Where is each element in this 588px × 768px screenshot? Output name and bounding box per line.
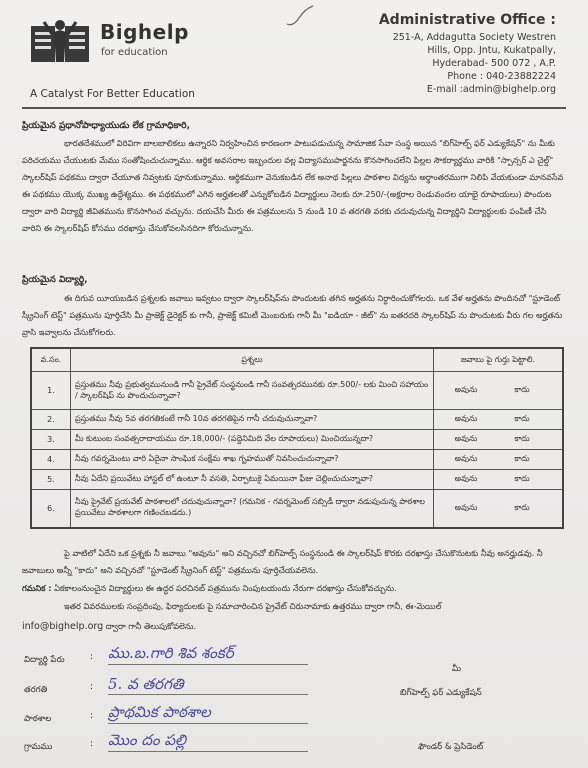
office-phone: Phone : 040-23882224: [447, 71, 556, 82]
colon: :: [90, 739, 94, 749]
answer-yes[interactable]: అవును: [454, 414, 478, 423]
col-header-number: వ.సం.: [31, 348, 71, 372]
answer-yes[interactable]: అవును: [454, 474, 478, 483]
answer-no[interactable]: కాదు: [514, 454, 530, 463]
question-number: 6.: [31, 490, 71, 528]
eligibility-paragraph: ఈ దిగువ యీయబడిన ప్రశ్నలకు జవాబు ఇవ్వటం ద్వారా స్కాలర్‌షిప్‌ను పొందుటకు తగిన అర్హతను నిర్ధారించుకోగలరు. ఒక వేళ అర్హతను పొందినచో "స్టూడెంట్ స్క్రీనింగ్ టెస్ట్" పత్రమును పూర్తిచేసి మీ ప్రాజెక్ట్ డైరెక్టర్ కు గానీ, ప్రాజెక్ట్ కమిటీ మెంబరుకు గానీ మీ "ఐడియా - జీట్" ను ఐతరదరి స్కాలర్‌షిప్ ను పొందుటకు వీరు గల అర్హతను వ్రాసి ఇవ్వాలను చేసుకోగలరు.: [22, 293, 563, 337]
student-name-label: విద్యార్థి పేరు: [24, 655, 65, 665]
answer-options: [434, 430, 564, 450]
email-line: [22, 618, 567, 635]
answer-options: [434, 490, 564, 528]
school-line: [108, 723, 308, 724]
school-label: పాఠశాల: [24, 714, 52, 724]
question-text: నీవు ఏదేని ప్రయివేటు హాస్టల్ లో ఉంటూ నీ వసతి, ఏర్పాటుకై ఏమయినా ఫీజు చెల్లించుచున్నావా?: [71, 470, 434, 490]
closing-founder-title: ఫౌండర్ & ప్రెసిడెంట్: [418, 742, 484, 752]
question-text: ప్రస్తుతము నీవు 5వ తరగతికంటే గానీ 10వ తరగతిపైన గానీ చదువుచున్నావా?: [71, 410, 434, 430]
instruction-paragraph: పై వాటిలో ఏదేని ఒక ప్రశ్నకు నీ జవాబు "అవును" అని వచ్చినచో బిగ్‌హెల్ప్ సంస్థనుండి ఈ స్కాలర్‌షిప్ కొరకు దరఖాస్తు చేసుకొనుటకు నీవు అనర్హుడవు. నీ జవాబులు అన్నీ "కాదు" అని వచ్చినచో "స్టూడెంట్ స్క్రీనింగ్ టెస్ట్" పత్రమును పూర్తిచేయవలెను.: [22, 548, 543, 575]
question-number: 1.: [31, 372, 71, 410]
contact-paragraph: ఇతర వివరములకు సంప్రదింపు, ఫిర్యాదులకు పై సమాచారించిన ప్రైవేట్ చిరునామాకు ఉత్తరము ద్వారా గానీ, ఈ-మెయిల్: [64, 601, 442, 611]
student-name-handwritten[interactable]: ము.బ.గారి శివ శంకర్: [108, 644, 234, 662]
colon: :: [90, 682, 94, 692]
question-number: 5.: [31, 470, 71, 490]
office-title: Administrative Office :: [378, 12, 556, 28]
intro-paragraph: భారతదేశములో విరివిగా బాలబాలికలు ఉన్నారని నిర్వహించిన కారణంగా పాటుపడుచున్న సామాజిక సేవా సంస్థ అయిన "బిగ్‌హెల్ప్ ఫర్ ఎడ్యుకేషన్" ను మీకు పరిచయము చేయుటకు మేము సంతోషించుచున్నాము. ఆర్థిక అవసరాల ఇబ్బందుల వల్ల విద్యాసముపార్జనను కొనసాగించలేని పిల్లల సౌకర్యార్థము వారికి "స్పాన్సర్ ఎ చైల్డ్" స్కాలర్‌షిప్ పథకము ద్వారా చేయూత నివ్వటకు పూనుకున్నాము. ఆర్థికముగా వెనుకబడిన లేక అనాథ పిల్లలు పాఠశాల విద్యను అర్థాంతరముగా నిలిపి వేయకుండా మానవసేవ ఈ పథకము యొక్క ముఖ్య ఉద్దేశ్యము. ఈ పథకములో ఎగిన అర్హతలతో ఎన్నుకోబడిన విద్యార్థులు నెలకు రూ.250/-(అక్షరాల రెండువందల యాభై రూపాయలు) పొందుట ద్వారా వారి విద్యార్థి జీవితమును కొనసాగించ వచ్చును. దయచేసి మీరు ఈ పత్రములను 5 నుండి 10 వ తరగతి వరకు చదువుచున్న విద్యార్థిని విద్యార్థులకు పంపిణీ చేసి వారిని ఈ స్కాలర్‌షిప్ కోసము దరఖాస్తు చేసుకోవలసినదిగా కోరుచున్నాను.: [22, 138, 564, 233]
answer-yes[interactable]: అవును: [454, 454, 478, 463]
answer-no[interactable]: కాదు: [514, 434, 530, 443]
class-line: [108, 694, 308, 695]
note-text: ఏకకాలంనుంచైన విద్యార్థులు ఈ ఉద్ధర పరచినబ్ పత్రమును నింపుటయందు నేరుగా దరఖాస్తు చేసుకోవచ్చును.: [54, 583, 397, 593]
question-text: నీవు గవర్నమెంటు వారి ఏదైనా సాంఘిక సంక్షేమ శాఖ గృహముతో నివసించుచున్నావా?: [71, 450, 434, 470]
table-row: [31, 470, 563, 490]
tagline: A Catalyst For Better Education: [30, 88, 195, 100]
table-row: [31, 430, 563, 450]
table-row: [31, 410, 563, 430]
question-number: 2.: [31, 410, 71, 430]
bighelp-logo-icon: [30, 18, 90, 64]
table-header-row: [31, 348, 563, 372]
office-address-block: [346, 12, 556, 96]
email-line-suffix: ద్వారా గానీ తెలుపుకోవలెను.: [105, 621, 197, 631]
school-handwritten[interactable]: ప్రాథమిక పాఠశాల: [108, 703, 211, 721]
answer-options: [434, 372, 564, 410]
office-line: 251-A, Addagutta Society Westren: [392, 32, 556, 43]
brand-subtitle: for education: [101, 47, 168, 58]
class-handwritten[interactable]: 5. వ తరగతి: [108, 675, 184, 693]
question-text: నీవు ప్రైవేట్ ప్రయవేట్ పాఠశాలలో చదువుచున్నావా? (గమనిక - గవర్నమెంట్ సబ్సిడీ ద్వారా నడుపుచున్న పాఠశాల ప్రయివేటు పాఠశాలగా గణించబడదు.): [71, 490, 434, 528]
brand-name: Bighelp: [100, 20, 189, 44]
office-email: E-mail :admin@bighelp.org: [426, 84, 556, 95]
answer-no[interactable]: కాదు: [514, 502, 530, 512]
salutation-student: ప్రియమైన విద్యార్థి,: [22, 275, 88, 285]
answer-options: [434, 410, 564, 430]
village-line: [108, 751, 308, 752]
question-text: మీ కుటుంబ సంవత్సరాదాయము రూ.18,000/- (పద్దెనిమిది వేల రూపాయలు) మించియున్నదా?: [71, 430, 434, 450]
table-row: [31, 372, 563, 410]
office-line: Hyderabad- 500 072 , A.P.: [432, 58, 556, 69]
pen-tick-mark-icon: [285, 4, 315, 28]
question-number: 3.: [31, 430, 71, 450]
closing-organization: బిగ్‌హెల్ప్ ఫర్ ఎడ్యుకేషన్: [400, 688, 482, 698]
table-row: [31, 490, 563, 528]
village-handwritten[interactable]: మొం దం పల్లి: [108, 731, 187, 749]
answer-options: [434, 470, 564, 490]
question-text: ప్రస్తుతము నీవు ప్రభుత్వమునుండి గానీ ప్రైవేట్ సంస్థనుండి గానీ సంవత్సరమునకు రూ.500/- లకు మించి సహాయం / స్కాలర్‌షిప్ ను పొందుచున్నావా?: [71, 372, 434, 410]
table-row: [31, 450, 563, 470]
name-line: [108, 664, 308, 665]
class-label: తరగతి: [24, 685, 48, 695]
colon: :: [90, 711, 94, 721]
colon: :: [90, 652, 94, 662]
col-header-questions: ప్రశ్నలు: [71, 348, 434, 372]
salutation-headmaster: ప్రియమైన ప్రధానోపాధ్యాయుడు లేక గ్రామాధికారి,: [22, 121, 191, 131]
office-line: Hills, Opp. Jntu, Kukatpally,: [427, 45, 556, 56]
answer-yes[interactable]: అవును: [454, 385, 478, 394]
question-number: 4.: [31, 450, 71, 470]
answer-no[interactable]: కాదు: [514, 474, 530, 483]
header-divider: [22, 107, 566, 109]
contact-email-link[interactable]: info@bighelp.org: [22, 621, 104, 632]
eligibility-table: [30, 347, 564, 529]
answer-yes[interactable]: అవును: [454, 434, 478, 443]
note-label: గమనిక :: [22, 583, 52, 593]
answer-no[interactable]: కాదు: [514, 414, 530, 423]
answer-no[interactable]: కాదు: [514, 385, 530, 394]
col-header-answer: జవాబు పై గుర్తు పెట్టాలి.: [434, 348, 564, 372]
village-label: గ్రామము: [24, 742, 53, 752]
answer-yes[interactable]: అవును: [454, 502, 478, 512]
answer-options: [434, 450, 564, 470]
closing-yours: మీ: [452, 664, 461, 674]
note-line: [22, 580, 567, 597]
